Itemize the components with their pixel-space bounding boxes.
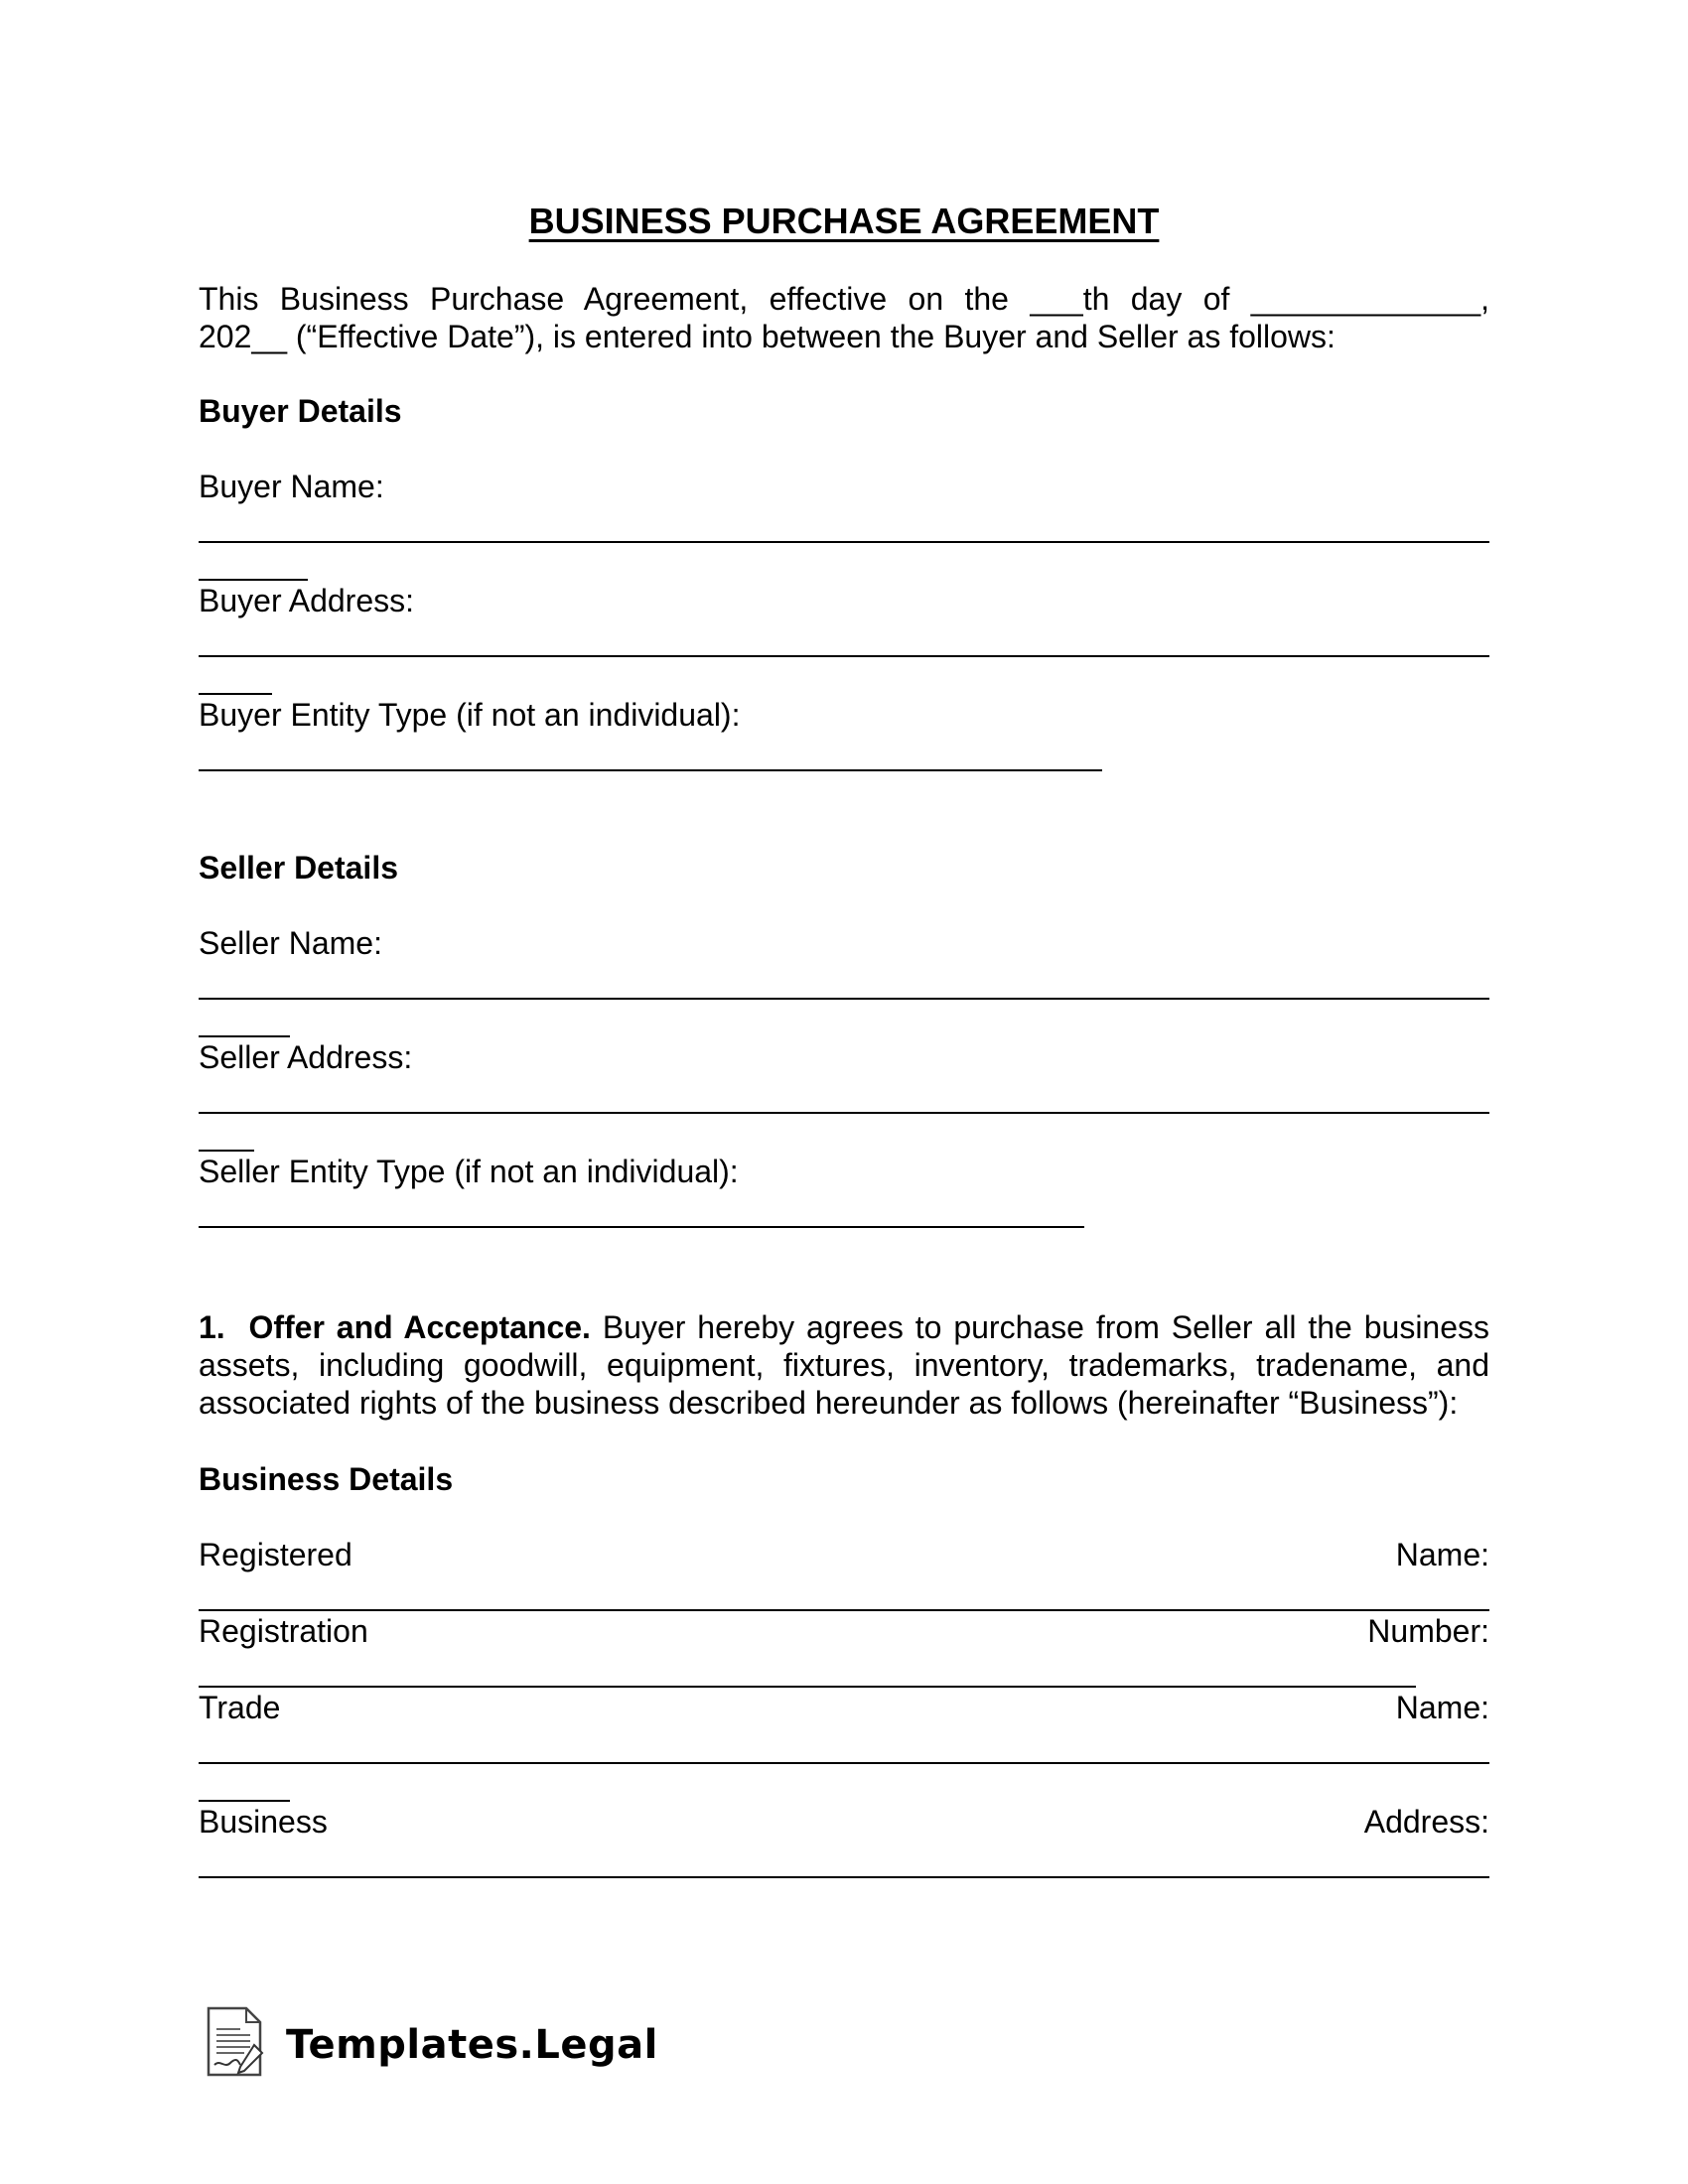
registration-number-label-right: Number:: [1367, 1613, 1489, 1649]
buyer-name-blank[interactable]: [199, 541, 1489, 543]
trade-name-blank-cont[interactable]: [199, 1800, 290, 1802]
trade-name-label-left: Trade: [199, 1690, 281, 1725]
buyer-address-label: Buyer Address:: [199, 583, 414, 618]
seller-address-blank[interactable]: [199, 1112, 1489, 1114]
section-1-line-2: assets, including goodwill, equipment, fixtures, inventory, trademarks, tradename, and: [199, 1347, 1489, 1383]
document-title: BUSINESS PURCHASE AGREEMENT: [528, 201, 1160, 241]
registration-number-label-left: Registration: [199, 1613, 368, 1649]
logo-text: Templates.Legal: [286, 2021, 658, 2068]
buyer-heading: Buyer Details: [199, 393, 402, 429]
buyer-address-blank-cont[interactable]: [199, 693, 272, 695]
buyer-entity-blank[interactable]: [199, 769, 1102, 771]
seller-address-blank-cont[interactable]: [199, 1150, 254, 1152]
registered-name-row: [199, 1536, 1489, 1573]
buyer-name-blank-cont[interactable]: [199, 579, 308, 581]
section-1-line-1-text: Buyer hereby agrees to purchase from Seller all the business: [602, 1309, 1490, 1345]
seller-name-label: Seller Name:: [199, 925, 382, 961]
seller-entity-label: Seller Entity Type (if not an individual):: [199, 1154, 739, 1189]
intro-line-2: 202__ (“Effective Date”), is entered into between the Buyer and Seller as follows:: [199, 319, 1336, 354]
trade-name-label-right: Name:: [1395, 1690, 1489, 1725]
section-1-number: 1.: [199, 1309, 225, 1345]
section-1-line-3: associated rights of the business described hereunder as follows (hereinafter “Business”):: [199, 1385, 1459, 1421]
registered-name-label-left: Registered: [199, 1537, 352, 1572]
seller-entity-blank[interactable]: [199, 1226, 1084, 1228]
business-address-row: [199, 1803, 1489, 1841]
business-address-blank[interactable]: [199, 1876, 1489, 1878]
trade-name-blank[interactable]: [199, 1762, 1489, 1764]
registration-number-row: [199, 1612, 1489, 1650]
buyer-address-blank[interactable]: [199, 655, 1489, 657]
trade-name-row: [199, 1689, 1489, 1726]
business-address-label-left: Business: [199, 1804, 328, 1840]
buyer-entity-label: Buyer Entity Type (if not an individual):: [199, 697, 741, 733]
registered-name-label-right: Name:: [1395, 1537, 1489, 1572]
seller-name-blank[interactable]: [199, 998, 1489, 1000]
registered-name-blank[interactable]: [199, 1609, 1489, 1611]
templates-legal-logo: [205, 2005, 658, 2084]
registration-number-blank[interactable]: [199, 1686, 1416, 1688]
intro-line-1: This Business Purchase Agreement, effective on the ___th day of _____________,: [199, 281, 1489, 317]
business-heading: Business Details: [199, 1461, 454, 1497]
section-1-line-1: [199, 1308, 1489, 1346]
document-signature-icon: [205, 2005, 266, 2084]
seller-name-blank-cont[interactable]: [199, 1035, 290, 1037]
buyer-name-label: Buyer Name:: [199, 469, 384, 504]
section-1-heading: Offer and Acceptance.: [248, 1309, 591, 1345]
business-address-label-right: Address:: [1363, 1804, 1489, 1840]
seller-heading: Seller Details: [199, 850, 398, 886]
seller-address-label: Seller Address:: [199, 1039, 413, 1075]
